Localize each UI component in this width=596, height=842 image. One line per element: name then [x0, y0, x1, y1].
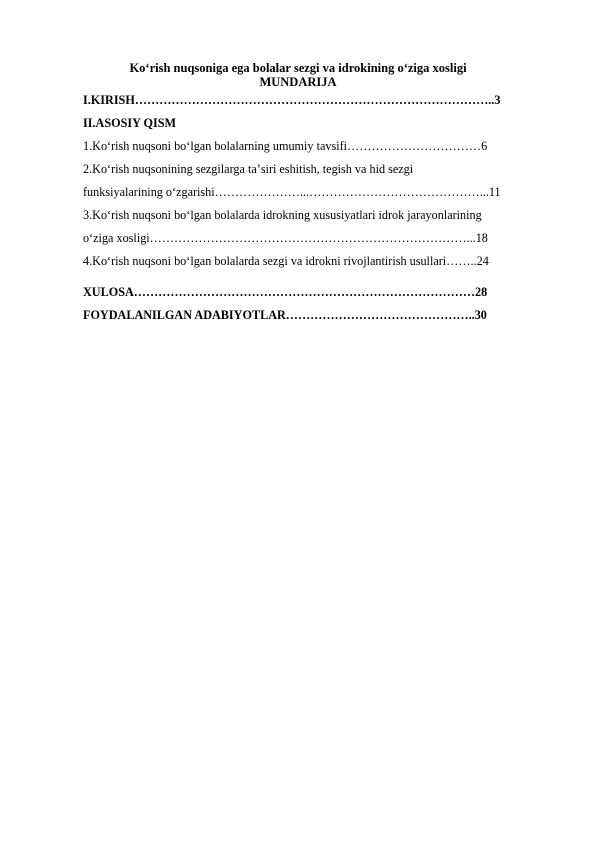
toc-entry-3-cont: oʻziga xosligi……………………………………………………………………...18 — [83, 231, 488, 245]
toc-entry-3: 3.Koʻrish nuqsoni boʻlgan bolalarda idrokning xususiyatlari idrok jarayonlarining — [83, 208, 482, 222]
toc-entry-asosiy-qism: II.ASOSIY QISM — [83, 116, 177, 130]
toc-heading: MUNDARIJA — [259, 75, 337, 89]
toc-entry-2-cont: funksiyalarining oʻzgarishi…………………...……………………………………...11 — [83, 185, 501, 199]
toc-entry-xulosa: XULOSA…………………………………………………………………………28 — [83, 285, 488, 299]
toc-entry-adabiyotlar: FOYDALANILGAN ADABIYOTLAR………………………………………..30 — [83, 308, 487, 322]
toc-entry-2: 2.Koʻrish nuqsonining sezgilarga taʼsiri eshitish, tegish va hid sezgi — [83, 162, 414, 176]
toc-entry-4: 4.Koʻrish nuqsoni boʻlgan bolalarda sezgi va idrokni rivojlantirish usullari……..24 — [83, 254, 489, 268]
document-title: Koʻrish nuqsoniga ega bolalar sezgi va idrokining oʻziga xosligi — [129, 61, 467, 75]
toc-entry-1: 1.Koʻrish nuqsoni boʻlgan bolalarning umumiy tavsifi……………………………6 — [83, 139, 488, 153]
toc-entry-kirish: I.KIRISH……………………………………………………………………………..3 — [83, 93, 501, 107]
